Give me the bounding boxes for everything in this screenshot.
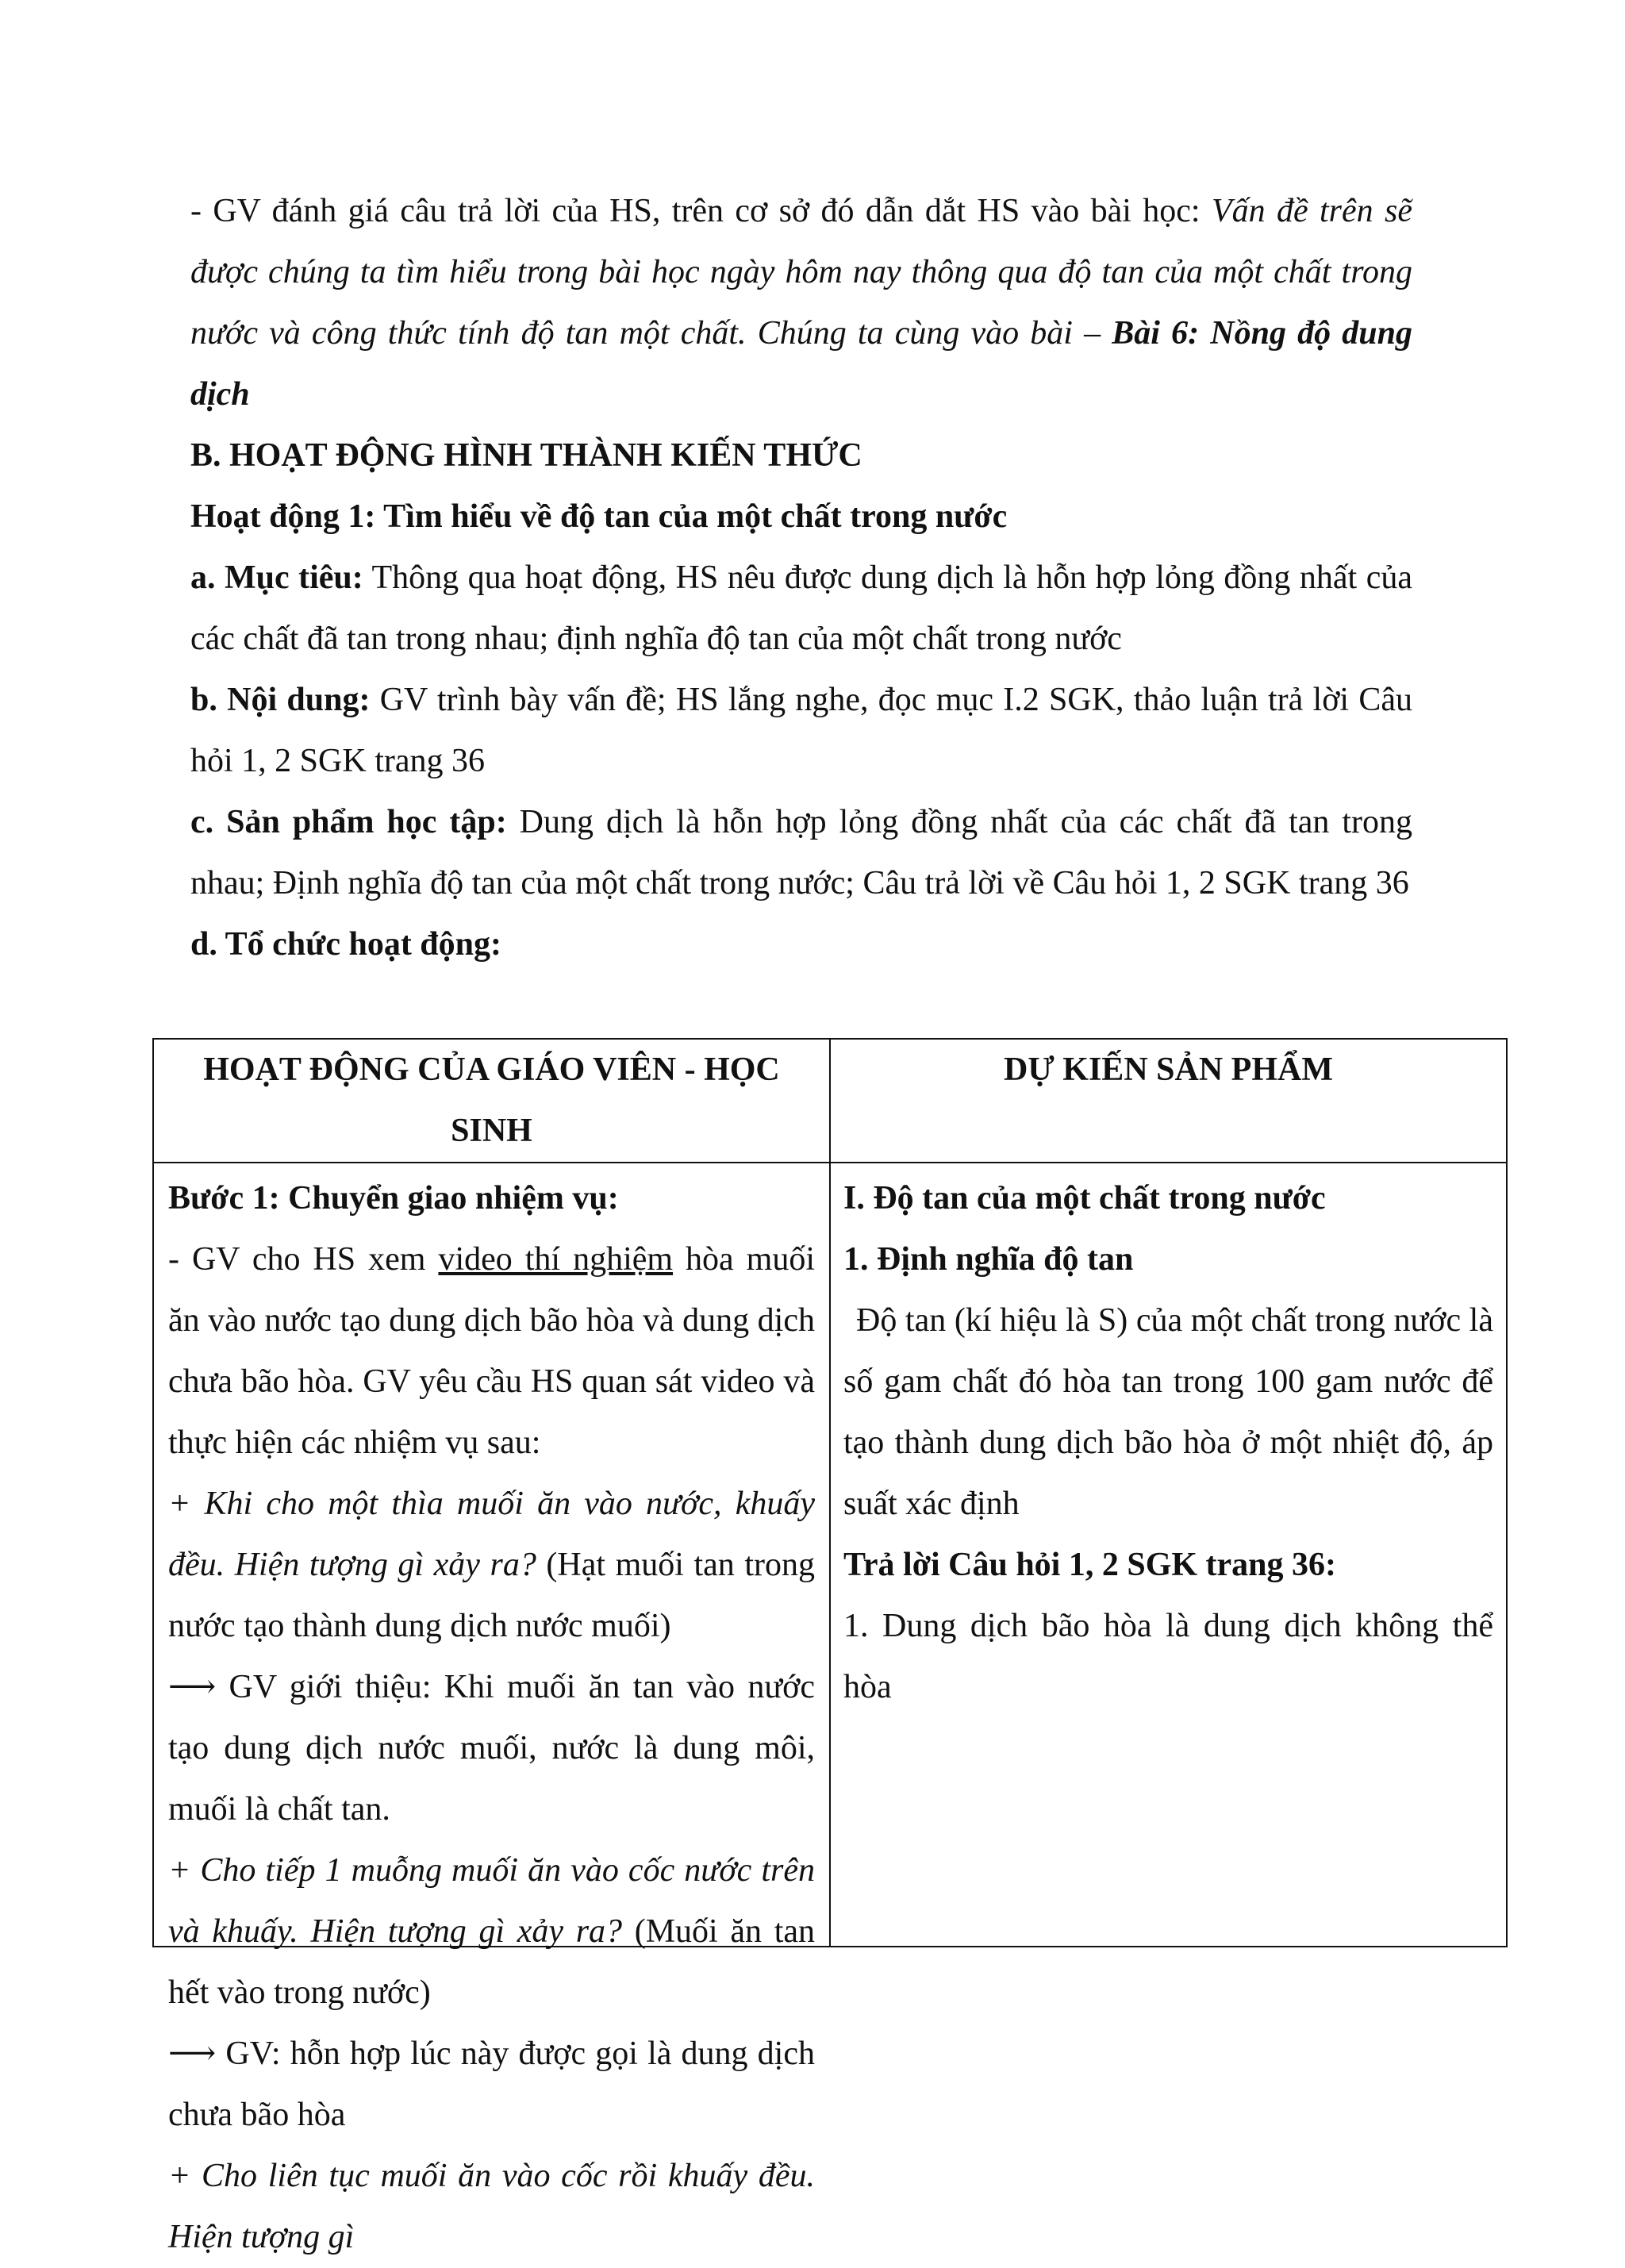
task-video-line [168,1229,815,1474]
question-2 [168,1840,815,2024]
solubility-definition: Độ tan (kí hiệu là S) của một chất trong nước là số gam chất đó hòa tan trong 100 gam nước để tạo thành dung dịch bão hòa ở một nhiệt độ, áp suất xác định [843,1302,1493,1522]
question-2-answer: (Muối ăn tan hết vào trong nước) [168,1913,815,2011]
activity-title: Hoạt động 1: Tìm hiểu về độ tan của một chất trong nước [190,498,1008,535]
goal-label: a. Mục tiêu: [190,559,363,596]
question-3-text: + Cho liên tục muối ăn vào cốc rồi khuấy đều. Hiện tượng gì [168,2158,815,2255]
teacher-student-cell [153,1163,830,2255]
content-label: b. Nội dung: [190,682,371,718]
question-1 [168,1474,815,1657]
expected-product-cell [830,1163,1507,1947]
header-teacher-student: HOẠT ĐỘNG CỦA GIÁO VIÊN - HỌC SINH [153,1039,830,1163]
organize-heading: d. Tổ chức hoạt động: [190,926,502,963]
question-1-text: + Khi cho một thìa muối ăn vào nước, khuấy đều. Hiện tượng gì xảy ra? [168,1486,815,1583]
video-link[interactable]: video thí nghiệm [438,1241,674,1278]
lesson-title: Bài 6: Nồng độ dung dịch [190,315,1413,413]
activity-table [152,1038,1508,2255]
table-header-row [153,1039,1507,1163]
definition-subtitle: 1. Định nghĩa độ tan [843,1241,1134,1278]
teacher-intro-1: ⟶ GV giới thiệu: Khi muối ăn tan vào nước tạo dung dịch nước muối, nước là dung môi, muối là chất tan. [168,1669,815,1828]
question-1-answer: (Hạt muối tan trong nước tạo thành dung dịch nước muối) [168,1547,815,1644]
intro-italic-text: Vấn đề trên sẽ được chúng ta tìm hiểu trong bài học ngày hôm nay thông qua độ tan của một chất trong nước và công thức tính độ tan một chất. Chúng ta cùng vào bài – [190,193,1412,352]
task-video-text-cont: hòa muối ăn vào nước tạo dung dịch bão hòa và dung dịch chưa bão hòa. GV yêu cầu HS quan sát video và thực hiện các nhiệm vụ sau: [168,1241,815,1461]
solubility-section-title: I. Độ tan của một chất trong nước [843,1180,1326,1217]
goal-paragraph [190,548,1412,670]
table-row [153,1163,1507,1947]
answer-title: Trả lời Câu hỏi 1, 2 SGK trang 36: [843,1547,1337,1583]
header-expected-product: DỰ KIẾN SẢN PHẨM [830,1039,1507,1163]
question-2-text: + Cho tiếp 1 muỗng muối ăn vào cốc nước trên và khuấy. Hiện tượng gì xảy ra? [168,1852,815,1950]
step1-title: Bước 1: Chuyển giao nhiệm vụ: [168,1180,619,1217]
product-text: Dung dịch là hỗn hợp lỏng đồng nhất của các chất đã tan trong nhau; Định nghĩa độ tan của một chất trong nước; Câu trả lời về Câu hỏi 1, 2 SGK trang 36 [190,804,1412,901]
content-paragraph [190,670,1412,792]
document-page [190,181,1412,975]
answer-1: 1. Dung dịch bão hòa là dung dịch không thể hòa [843,1608,1493,1705]
task-video-text: - GV cho HS xem [168,1241,439,1278]
product-label: c. Sản phẩm học tập: [190,804,507,840]
goal-text: Thông qua hoạt động, HS nêu được dung dịch là hỗn hợp lỏng đồng nhất của các chất đã tan trong nhau; định nghĩa độ tan của một chất trong nước [190,559,1412,657]
intro-text: - GV đánh giá câu trả lời của HS, trên cơ sở đó dẫn dắt HS vào bài học: [190,193,1212,229]
intro-paragraph [190,181,1412,425]
section-b-heading: B. HOẠT ĐỘNG HÌNH THÀNH KIẾN THỨC [190,437,862,474]
content-text: GV trình bày vấn đề; HS lắng nghe, đọc mục I.2 SGK, thảo luận trả lời Câu hỏi 1, 2 SGK trang 36 [190,682,1412,779]
question-3 [168,2146,815,2268]
teacher-intro-2: ⟶ GV: hỗn hợp lúc này được gọi là dung dịch chưa bão hòa [168,2035,815,2133]
product-paragraph [190,792,1412,914]
